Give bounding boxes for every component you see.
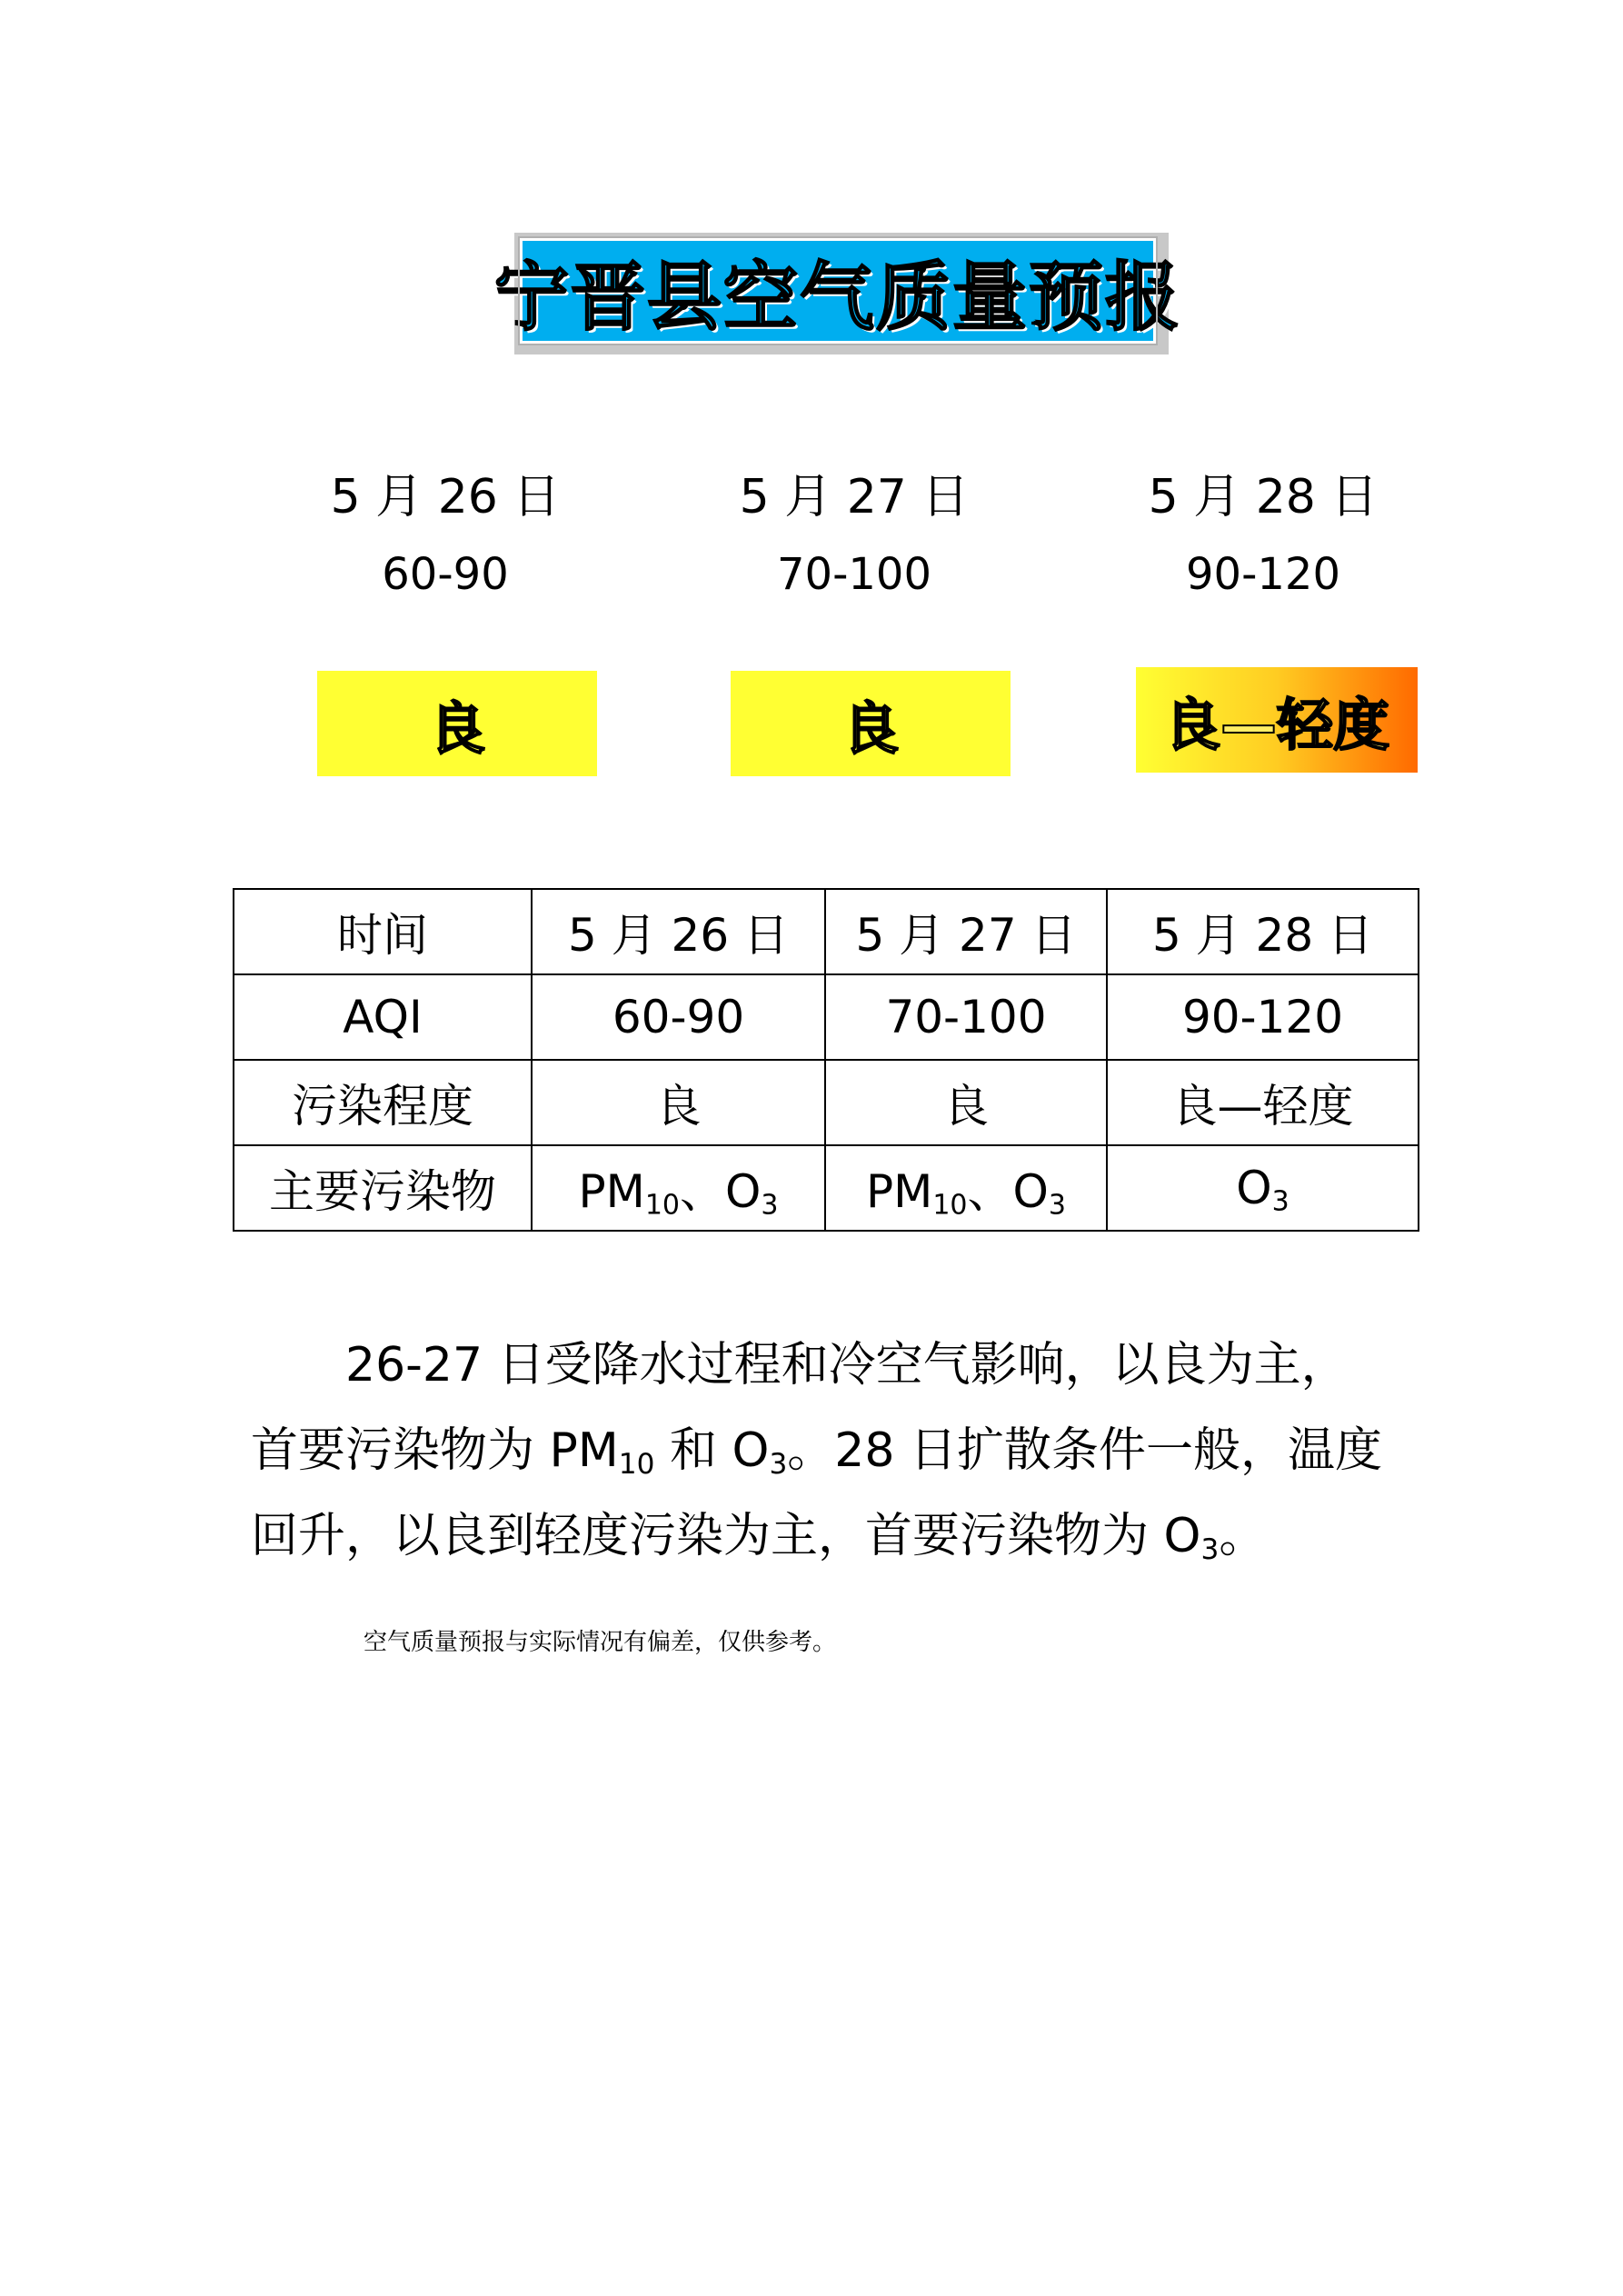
forecast-aqi-range: 90-120 [1185,549,1340,600]
row-label-level: 污染程度 [234,1060,532,1145]
row-label-pollutant: 主要污染物 [234,1145,532,1231]
table-cell: 5 月 27 日 [825,889,1107,974]
forecast-aqi-range: 60-90 [382,549,509,600]
paragraph-line: 26-27 日受降水过程和冷空气影响，以良为主， [345,1338,1349,1393]
level-badge-day-1 [317,671,597,776]
table-cell: 5 月 28 日 [1107,889,1419,974]
forecast-day-2 [718,465,991,602]
table-cell-pollutant: $PM_{10}$、$O_3$ [825,1145,1107,1231]
level-badge-day-2 [731,671,1011,776]
table-row [234,1060,1419,1145]
level-label: 良—轻度 [1163,691,1389,758]
forecast-aqi-range: 70-100 [776,549,931,600]
forecast-day-1 [309,465,582,602]
level-badge-day-3 [1136,667,1418,773]
paragraph-line: 首要污染物为 $PM_{10}$ 和 $O_3$。28 日扩散条件一般，温度 [251,1423,1382,1481]
forecast-date: 5 月 27 日 [739,470,970,524]
forecast-description [251,1323,1405,1579]
forecast-date: 5 月 26 日 [330,470,561,524]
disclaimer-note: 空气质量预报与实际情况有偏差，仅供参考。 [363,1629,837,1656]
paragraph-line: 回升，以良到轻度污染为主，首要污染物为 $O_3$。 [251,1509,1267,1566]
row-label-aqi: AQI [234,974,532,1060]
table-row [234,1145,1419,1231]
table-cell: 70-100 [825,974,1107,1060]
table-cell: 60-90 [532,974,825,1060]
level-label: 良 [841,694,899,762]
row-label-time: 时间 [234,889,532,974]
table-cell: 良—轻度 [1107,1060,1419,1145]
page-title: 宁晋县空气质量预报 [494,254,1182,341]
level-label: 良 [428,694,485,762]
forecast-table [233,888,1419,1232]
forecast-day-3 [1127,465,1399,602]
table-cell-pollutant: $O_3$ [1107,1145,1419,1231]
table-cell: 良 [532,1060,825,1145]
table-row [234,974,1419,1060]
title-banner [494,238,1182,344]
forecast-date: 5 月 28 日 [1148,470,1379,524]
table-cell: 5 月 26 日 [532,889,825,974]
table-cell: 90-120 [1107,974,1419,1060]
table-cell: 良 [825,1060,1107,1145]
table-cell-pollutant: $PM_{10}$、$O_3$ [532,1145,825,1231]
table-row [234,889,1419,974]
